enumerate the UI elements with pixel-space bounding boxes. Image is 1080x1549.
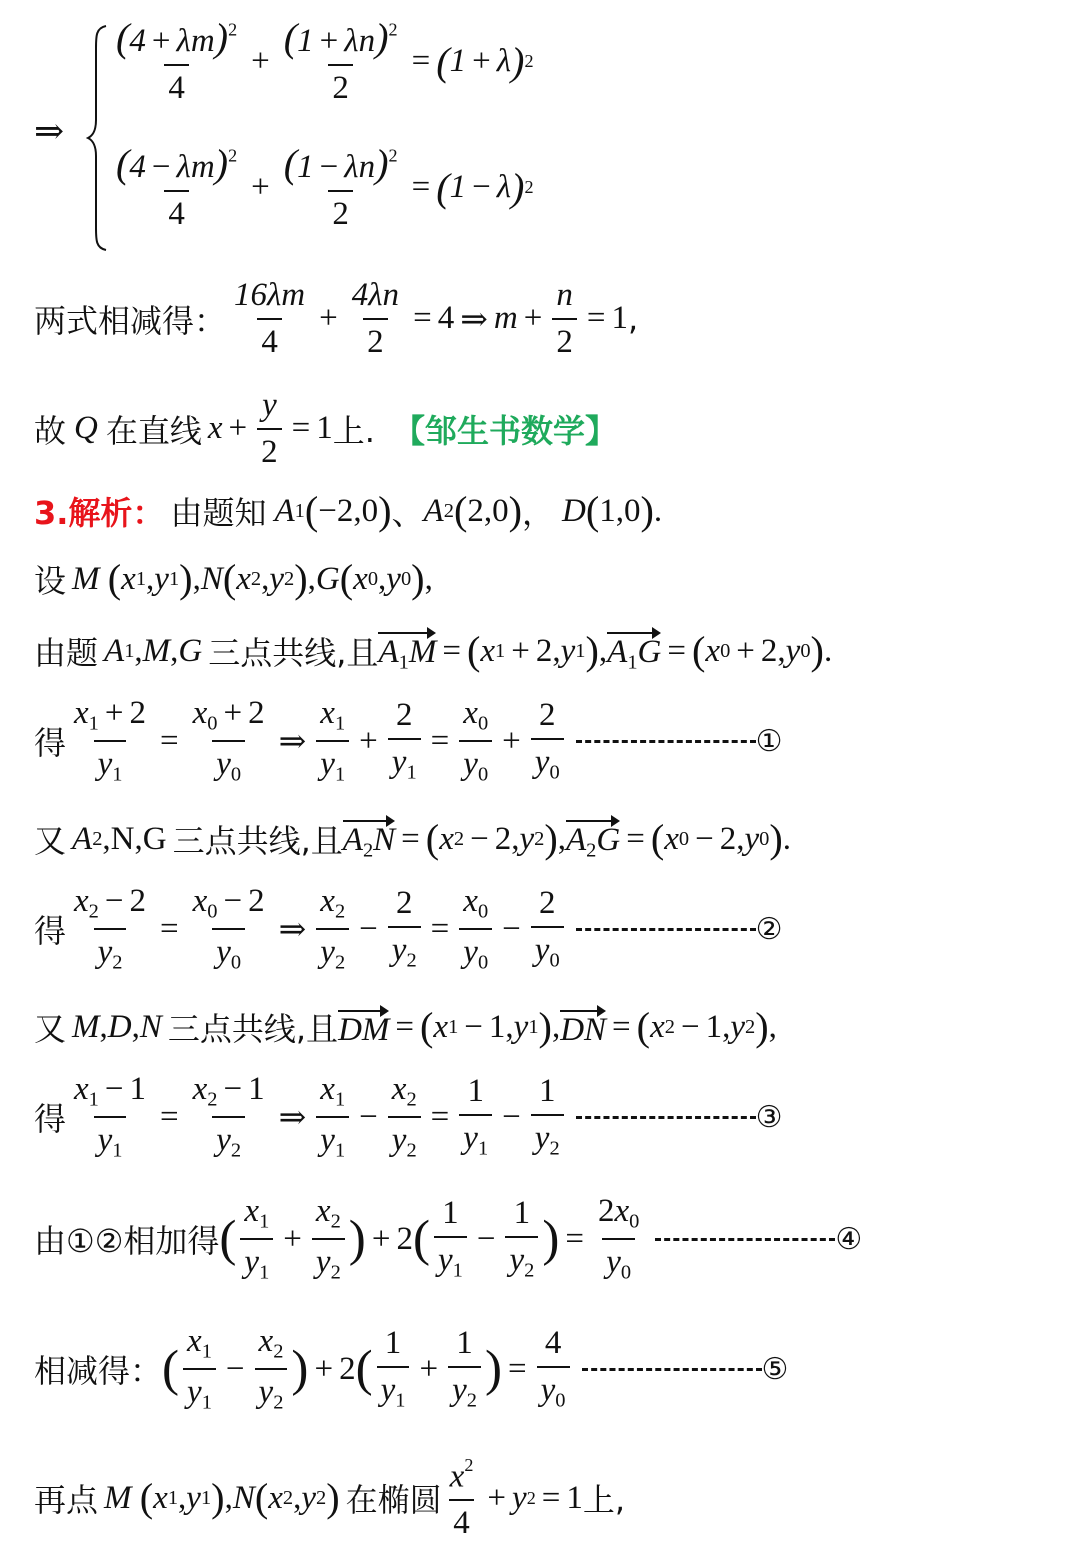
subtract-label: 两式相减得： [34,301,227,340]
q-on-line: 故 Q 在直线 x + $\frac{y}{2}$ = 1 上. 【邹生书数学】 [34,387,617,470]
solution-label: 3.解析： [34,494,165,532]
collinear-a1mg: 由题 A 1 , M , G 三点共线,且 $A_1M$ = ( x 1 + 2, y 1 ) , $A_1G$ = ( x 0 + 2, y 0 ) . [34,628,833,674]
equation-system-2: $\frac{(4 - \lambda m)^2}{4}$ + $\frac{(1 - \lambda n)^2}{2}$ = ( 1 − λ ) 2 [116,141,534,232]
equation-system-1: $\frac{(4 + \lambda m)^2}{4}$ + $\frac{(1 + \lambda n)^2}{2}$ = ( 1 + λ ) 2 [116,15,534,106]
subtract-line: 两式相减得： $\frac{16\lambda m}{4}$ + $\frac{4\lambda n}{2}$ = 4 ⇒ m + $\frac{n}{2}$ = 1 , [34,277,639,360]
system-arrow: ⇒ [34,111,65,151]
equation-1: 得 $\frac{x_1 + 2}{y_1}$ = $\frac{x_0 + 2}{y_0}$ ⇒ $\frac{x_1}{y_1}$ + $\frac{2}{y_1}$ = $\frac{x_0}{y_0}$ + $\frac{2}{y_0}$ ① [34,695,783,786]
left-brace [86,24,108,252]
equation-5: 相减得： ( $\frac{x_1}{y_1}$ − $\frac{x_2}{y_2}$ ) + 2 ( $\frac{1}{y_1}$ + $\frac{1}{y_2}$ ) = $\frac{4}{y_0}$ ⑤ [34,1323,789,1414]
equation-2: 得 $\frac{x_2 - 2}{y_2}$ = $\frac{x_0 - 2}{y_0}$ ⇒ $\frac{x_2}{y_2}$ − $\frac{2}{y_2}$ = $\frac{x_0}{y_0}$ − $\frac{2}{y_0}$ ② [34,883,783,974]
ellipse-line: 再点 M ( x 1 , y 1 ) , N ( x 2 , y 2 ) 在椭圆 $\frac{x^2}{4}$ + y 2 = 1 上, [34,1455,626,1542]
collinear-mdn: 又 M , D , N 三点共线,且 DM = ( x 1 − 1, y 1 ) , DN = ( x 2 − 1, y 2 ) , [34,1003,777,1049]
solution-3-line: 3.解析： 由题知 A 1 ( −2,0 ) 、 A 2 ( 2,0 ) ， D ( 1,0 ) . [34,487,663,533]
equation-3: 得 $\frac{x_1 - 1}{y_1}$ = $\frac{x_2 - 1}{y_2}$ ⇒ $\frac{x_1}{y_1}$ − $\frac{x_2}{y_2}$ = $\frac{1}{y_1}$ − $\frac{1}{y_2}$ ③ [34,1071,783,1162]
set-points-line: 设 M ( x 1 , y 1 ) , N ( x 2 , y 2 ) , G ( x 0 , y 0 ) , [34,555,433,601]
equation-4: 由①②相加得 ( $\frac{x_1}{y_1}$ + $\frac{x_2}{y_2}$ ) + 2 ( $\frac{1}{y_1}$ − $\frac{1}{y_2}$ ) = $\frac{2x_0}{y_0}$ ④ [34,1193,863,1284]
source-tag: 【邹生书数学】 [392,411,617,450]
collinear-a2ng: 又 A 2 ,N,G 三点共线,且 $A_2N$ = ( x 2 − 2, y 2 ) , $A_2G$ = ( x 0 − 2, y 0 ) . [34,816,792,862]
